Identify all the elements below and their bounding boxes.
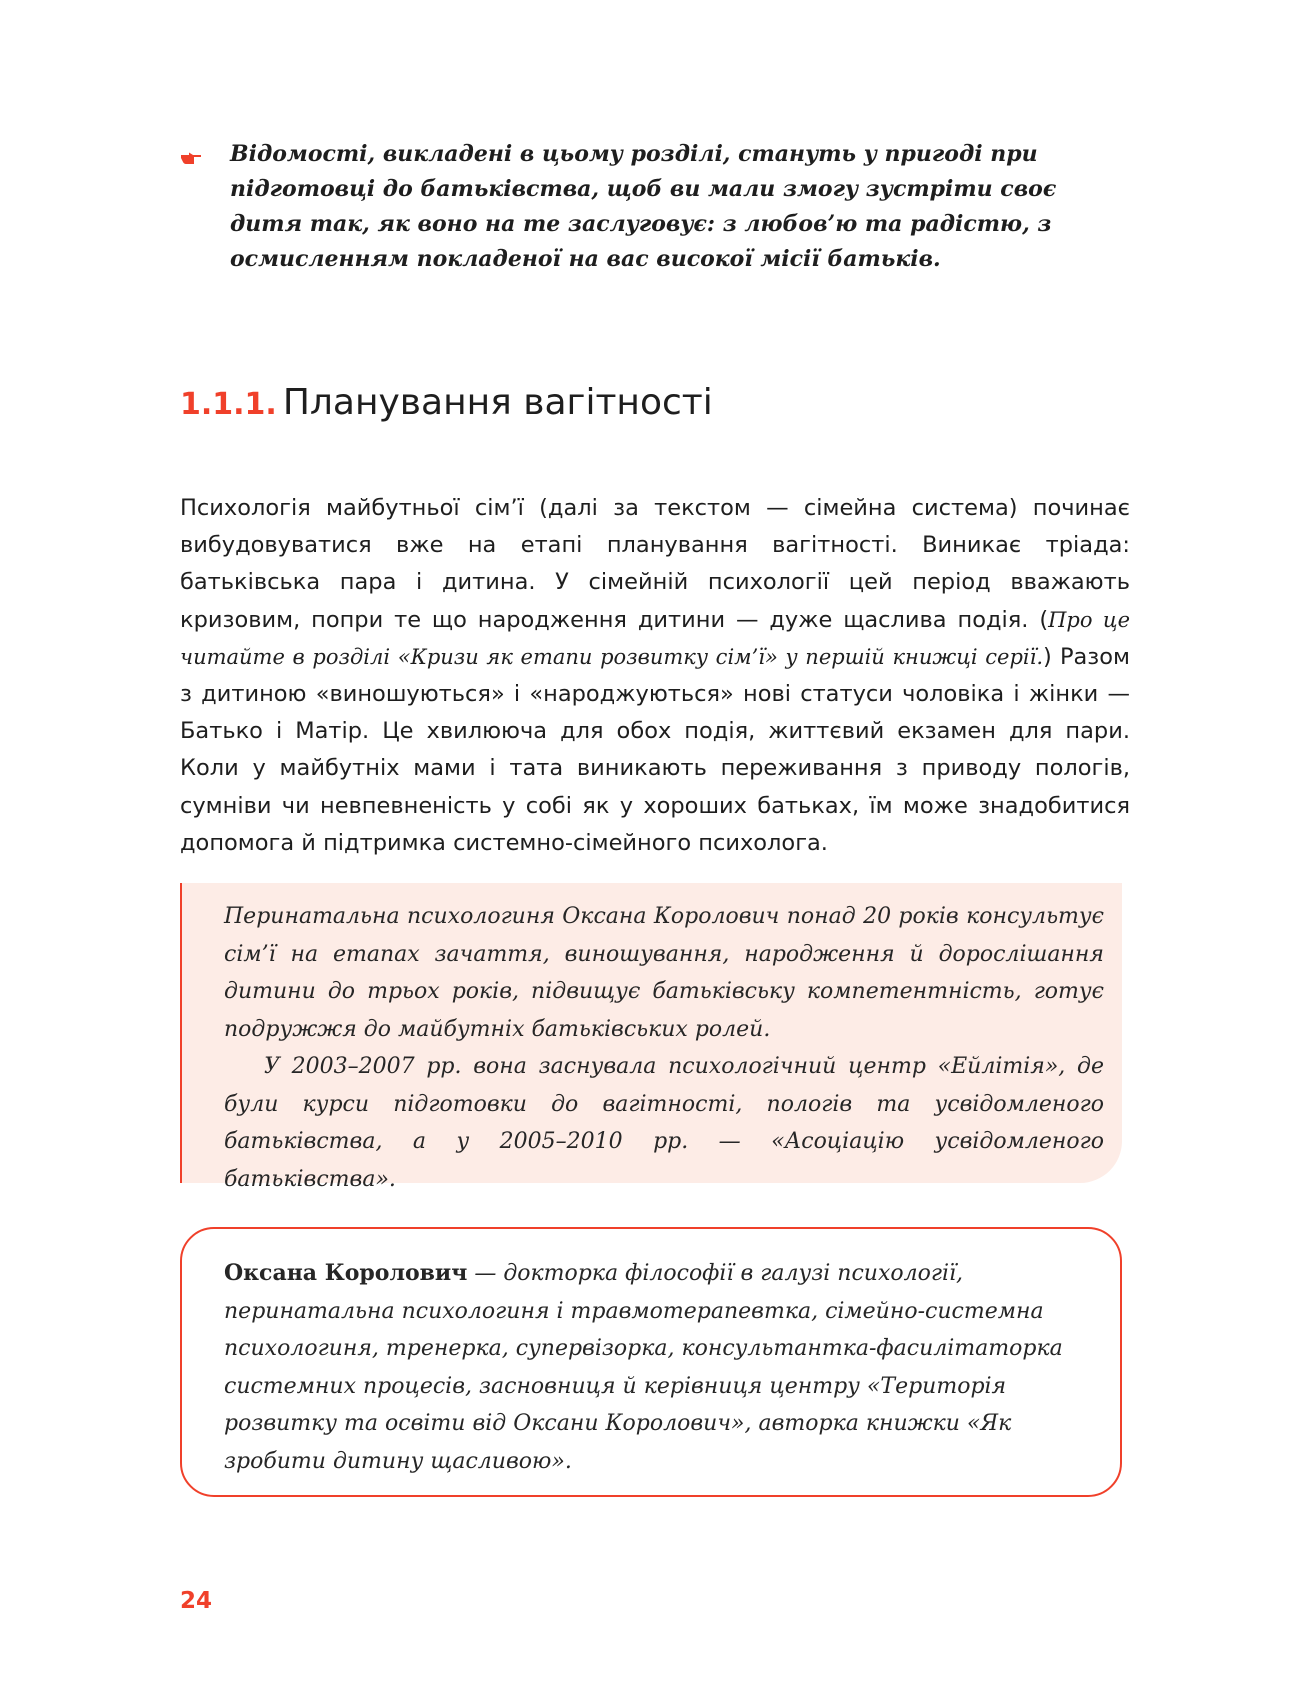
body-text-part2: ) Разом з дитиною «виношуються» і «народжуються» нові статуси чоловіка і жінки — Батько і Матір. Це хвилююча для обох подія, життєвий екзамен для пари. Коли у майбутніх мами і тата виникають переживання з приводу пологів, сумніви чи невпевненість у собі як у хороших батьках, їм може знадобитися допомога й підтримка системно-сімейного психолога. bbox=[180, 643, 1131, 856]
intro-note-text: Відомості, викладені в цьому розділі, стануть у пригоді при підготовці до батьківства, щоб ви мали змогу зустріти своє дитя так, як воно на те заслуговує: з любов’ю та радістю, з осмисленням покладеної на вас високої місії батьків. bbox=[230, 141, 1057, 272]
section-title: Планування вагітності bbox=[282, 382, 713, 423]
pointing-hand-icon bbox=[180, 151, 202, 165]
body-text-part1: Психологія майбутньої сім’ї (далі за текстом — сімейна система) починає вибудовуватися вже на етапі планування вагітності. Виникає тріада: батьківська пара і дитина. У сімейній психології цей період вважають кризовим, попри те що народження дитини — дуже щаслива подія. ( bbox=[180, 495, 1130, 633]
quote-paragraph-2: У 2003–2007 рр. вона заснувала психологічний центр «Ейлітія», де були курси підготовки до вагітності, пологів та усвідомленого батьківства, а у 2005–2010 рр. — «Асоціацію усвідомленого батьківства». bbox=[224, 1054, 1104, 1192]
author-name: Оксана Королович bbox=[224, 1260, 468, 1286]
section-number: 1.1.1. bbox=[180, 387, 277, 422]
highlight-quote-box bbox=[180, 883, 1122, 1192]
author-description: — докторка філософії в галузі психології, перинатальна психологиня і травмотерапевтка, сімейно-системна психологиня, тренерка, супервізорка, консультантка-фасилітаторка системних процесів, засновниця й керівниця центру «Територія розвитку та освіти від Оксани Королович», авторка книжки «Як зробити дитину щасливою». bbox=[224, 1261, 1063, 1474]
body-text-italic-reference: Про це читайте в розділі «Кризи як етапи розвитку сім’ї» у першій книжці серії. bbox=[180, 607, 1130, 669]
body-paragraph bbox=[180, 490, 1130, 862]
section-heading bbox=[180, 378, 713, 430]
quote-paragraph-1: Перинатальна психологиня Оксана Королович понад 20 років консультує сім’ї на етапах зачаття, виношування, народження й дорослішання дитини до трьох років, підвищує батьківську компетентність, готує подружжя до майбутніх батьківських ролей. bbox=[224, 904, 1104, 1042]
author-bio-text bbox=[224, 1255, 1080, 1480]
author-bio-box bbox=[180, 1227, 1122, 1497]
page-number: 24 bbox=[180, 1588, 213, 1614]
